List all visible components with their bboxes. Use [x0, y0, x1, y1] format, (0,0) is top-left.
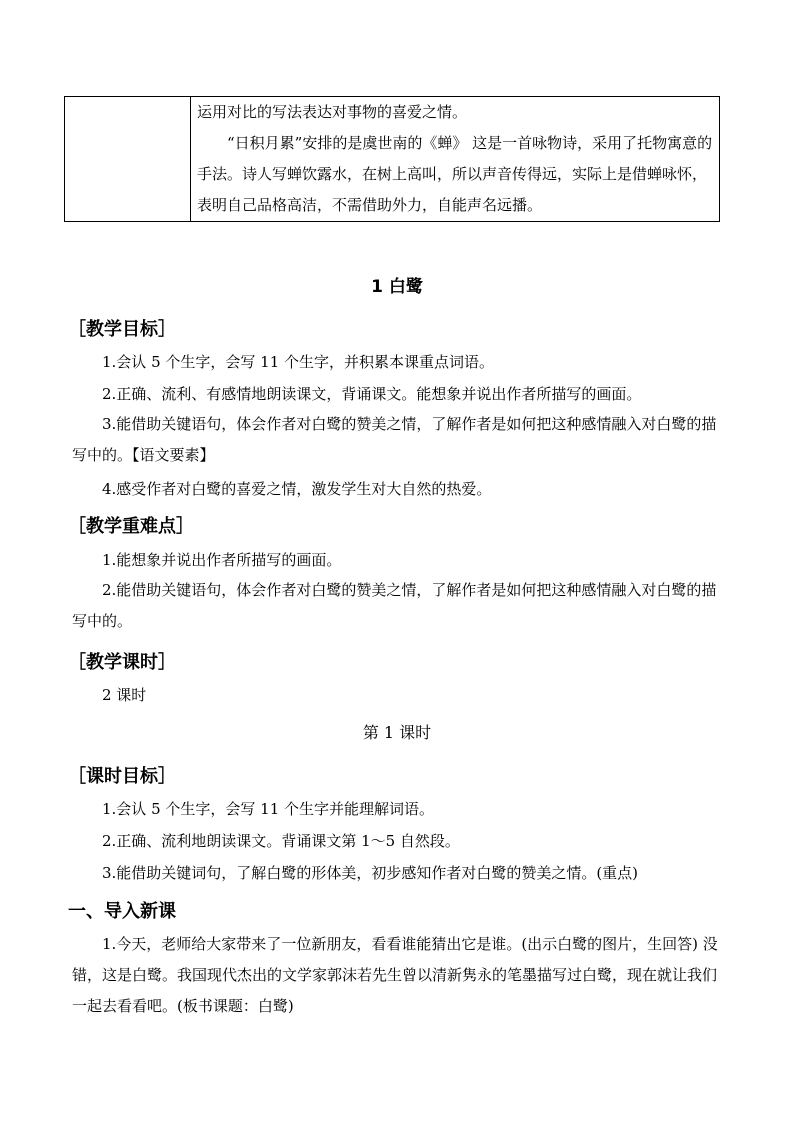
section-1-paragraph: 1.今天，老师给大家带来了一位新朋友，看看谁能猜出它是谁。(出示白鹭的图片，生回答) 没错，这是白鹭。我国现代杰出的文学家郭沫若先生曾以清新隽永的笔墨描写过白鹭，现在就让我们一起去看看吧。(板书课题：白鹭)	[72, 935, 718, 1015]
goals-heading: ［教学目标］	[68, 319, 176, 340]
hours-heading: ［教学课时］	[68, 652, 176, 673]
session-goal-2: 2.正确、流利地朗读课文。背诵课文第 1～5 自然段。	[102, 832, 460, 850]
keypoint-1: 1.能想象并说出作者所描写的画面。	[102, 551, 342, 569]
table-cell-content	[197, 97, 713, 221]
table-column-divider	[190, 97, 191, 221]
hours-value: 2 课时	[102, 686, 147, 704]
session-goal-1: 1.会认 5 个生字，会写 11 个生字并能理解词语。	[102, 800, 435, 818]
session-goals-heading: ［课时目标］	[68, 766, 176, 787]
goal-3: 3.能借助关键语句，体会作者对白鹭的赞美之情，了解作者是如何把这种感情融入对白鹭的描写中的。【语文要素】	[72, 415, 717, 464]
goal-4: 4.感受作者对白鹭的喜爱之情，激发学生对大自然的热爱。	[102, 480, 492, 498]
lesson-title: 1 白鹭	[371, 277, 423, 297]
session-title: 第 1 课时	[362, 723, 432, 742]
session-goal-3: 3.能借助关键词句，了解白鹭的形体美，初步感知作者对白鹭的赞美之情。(重点)	[102, 864, 639, 882]
section-1-block	[72, 929, 722, 1022]
goal-1: 1.会认 5 个生字，会写 11 个生字，并积累本课重点词语。	[102, 353, 495, 371]
table-paragraph-2: “日积月累”安排的是虞世南的《蝉》 这是一首咏物诗，采用了托物寓意的手法。诗人写蝉饮露水，在树上高叫，所以声音传得远，实际上是借蝉咏怀，表明自己品格高洁，不需借助外力，自能声名远播。	[197, 134, 713, 214]
keypoints-heading: ［教学重难点］	[68, 516, 194, 537]
goal-2: 2.正确、流利、有感情地朗读课文，背诵课文。能想象并说出作者所描写的画面。	[102, 385, 642, 403]
section-1-heading: 一、导入新课	[68, 901, 176, 922]
keypoint-2: 2.能借助关键语句，体会作者对白鹭的赞美之情，了解作者是如何把这种感情融入对白鹭的描写中的。	[72, 581, 717, 630]
table-fragment	[64, 96, 720, 222]
goal-3-block	[72, 409, 722, 471]
table-line-1: 运用对比的写法表达对事物的喜爱之情。	[197, 103, 468, 121]
keypoint-2-block	[72, 575, 722, 637]
